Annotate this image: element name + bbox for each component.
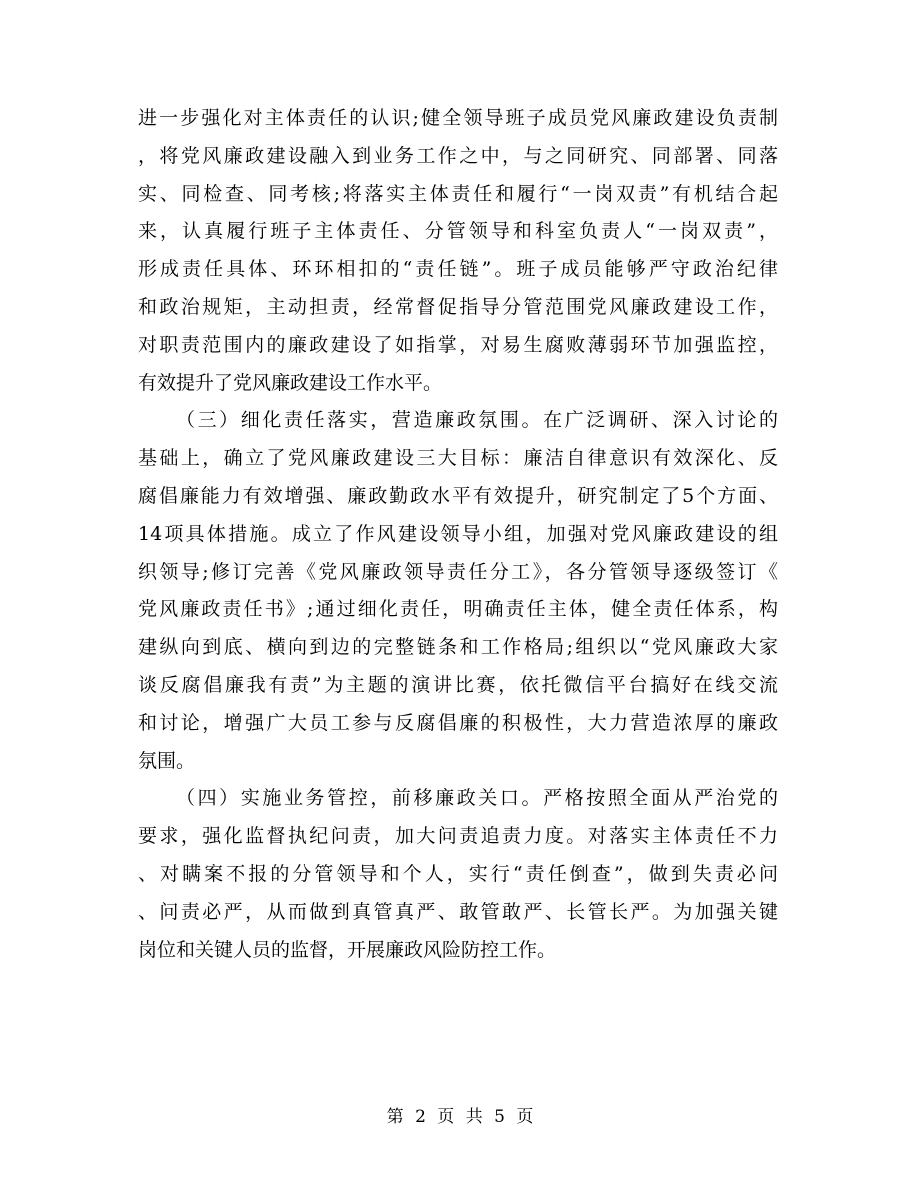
text-line: 和讨论，增强广大员工参与反腐倡廉的积极性，大力营造浓厚的廉政 bbox=[138, 711, 778, 734]
text-line: 谈反腐倡廉我有责”为主题的演讲比赛，依托微信平台搞好在线交流 bbox=[138, 673, 778, 696]
text-line: 对职责范围内的廉政建设了如指掌，对易生腐败薄弱环节加强监控， bbox=[138, 333, 778, 356]
text-line: 、对瞒案不报的分管领导和个人，实行“责任倒查”，做到失责必问 bbox=[138, 862, 778, 885]
text-line-paragraph-start: （三）细化责任落实，营造廉政氛围。在广泛调研、深入讨论的 bbox=[176, 409, 778, 432]
text-line: ，将党风廉政建设融入到业务工作之中，与之同研究、同部署、同落 bbox=[138, 144, 778, 167]
text-line: 要求，强化监督执纪问责，加大问责追责力度。对落实主体责任不力 bbox=[138, 825, 778, 848]
page-number-footer: 第 2 页 共 5 页 bbox=[386, 1107, 534, 1127]
text-line-paragraph-start: （四）实施业务管控，前移廉政关口。严格按照全面从严治党的 bbox=[176, 787, 778, 810]
text-line: 氛围。 bbox=[138, 749, 196, 772]
text-line: 腐倡廉能力有效增强、廉政勤政水平有效提升，研究制定了5个方面、 bbox=[138, 484, 778, 507]
text-line: 14项具体措施。成立了作风建设领导小组，加强对党风廉政建设的组 bbox=[138, 522, 778, 545]
text-line: 来，认真履行班子主体责任、分管领导和科室负责人“一岗双责”， bbox=[138, 220, 778, 243]
text-line: 实、同检查、同考核;将落实主体责任和履行“一岗双责”有机结合起 bbox=[138, 182, 778, 205]
text-line: 建纵向到底、横向到边的完整链条和工作格局;组织以“党风廉政大家 bbox=[138, 636, 778, 659]
text-line: 有效提升了党风廉政建设工作水平。 bbox=[138, 371, 443, 394]
text-line: 、问责必严，从而做到真管真严、敢管敢严、长管长严。为加强关键 bbox=[138, 900, 778, 923]
text-line: 形成责任具体、环环相扣的“责任链”。班子成员能够严守政治纪律 bbox=[138, 258, 778, 281]
text-line: 进一步强化对主体责任的认识;健全领导班子成员党风廉政建设负责制 bbox=[138, 107, 778, 129]
text-line: 织领导;修订完善《党风廉政领导责任分工》，各分管领导逐级签订《 bbox=[138, 560, 778, 583]
text-line: 基础上，确立了党风廉政建设三大目标：廉洁自律意识有效深化、反 bbox=[138, 447, 778, 470]
text-line: 和政治规矩，主动担责，经常督促指导分管范围党风廉政建设工作， bbox=[138, 295, 778, 318]
body-text bbox=[138, 100, 778, 969]
text-line: 党风廉政责任书》;通过细化责任，明确责任主体，健全责任体系，构 bbox=[138, 598, 778, 621]
text-line: 岗位和关键人员的监督，开展廉政风险防控工作。 bbox=[138, 938, 557, 961]
